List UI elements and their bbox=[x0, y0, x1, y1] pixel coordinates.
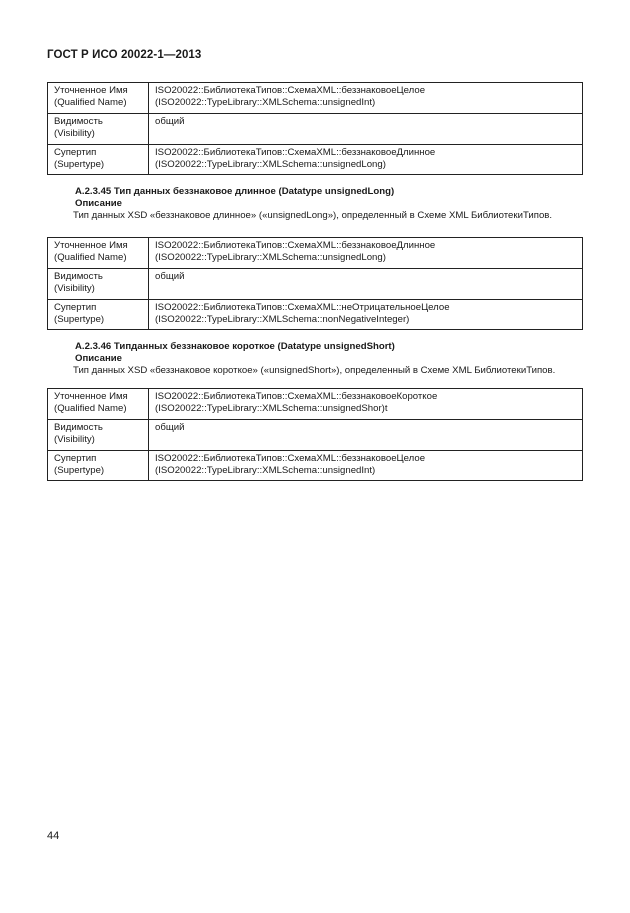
section-unsignedlong bbox=[75, 186, 552, 223]
key-label-en: (Supertype) bbox=[54, 159, 105, 171]
section-heading: A.2.3.45 Тип данных беззнаковое длинное (Datatype unsignedLong) bbox=[75, 186, 395, 197]
value-line-en: (ISO20022::TypeLibrary::XMLSchema::nonNegativeInteger) bbox=[155, 314, 410, 326]
table-key-cell bbox=[48, 113, 149, 144]
table-value-cell bbox=[149, 299, 583, 330]
key-label-en: (Qualified Name) bbox=[54, 97, 127, 109]
attributes-table-unsignedshort bbox=[47, 388, 583, 481]
table-key-cell bbox=[48, 83, 149, 114]
key-label-ru: Видимость bbox=[54, 421, 103, 433]
section-heading: A.2.3.46 Типданных беззнаковое короткое (Datatype unsignedShort) bbox=[75, 341, 395, 352]
attributes-table-unsignedint bbox=[47, 82, 583, 175]
table-value-cell bbox=[149, 450, 583, 481]
value-line-ru: ISO20022::БиблиотекаТипов::СхемаXML::беззнаковоеЦелое bbox=[155, 452, 426, 464]
table-value-cell bbox=[149, 238, 583, 269]
table-row bbox=[48, 113, 583, 144]
key-label-ru: Супертип bbox=[54, 452, 97, 464]
section-subheading: Описание bbox=[75, 198, 122, 210]
table-value-cell bbox=[149, 144, 583, 175]
table-key-cell bbox=[48, 299, 149, 330]
table-key-cell bbox=[48, 268, 149, 299]
value-line-ru: общий bbox=[155, 421, 185, 433]
table-row bbox=[48, 389, 583, 420]
key-label-ru: Видимость bbox=[54, 270, 103, 282]
value-line-en: (ISO20022::TypeLibrary::XMLSchema::unsignedLong) bbox=[155, 252, 386, 264]
section-description: Тип данных XSD «беззнаковое длинное» («unsignedLong»), определенный в Схеме XML БиблиотекиТипов. bbox=[73, 210, 553, 222]
table-row bbox=[48, 268, 583, 299]
value-line-ru: ISO20022::БиблиотекаТипов::СхемаXML::неОтрицательноеЦелое bbox=[155, 301, 450, 313]
table-value-cell bbox=[149, 83, 583, 114]
table-key-cell bbox=[48, 238, 149, 269]
table-row bbox=[48, 419, 583, 450]
key-label-ru: Супертип bbox=[54, 146, 97, 158]
key-label-ru: Уточненное Имя bbox=[54, 391, 128, 402]
table-value-cell bbox=[149, 113, 583, 144]
table-value-cell bbox=[149, 268, 583, 299]
table-row bbox=[48, 238, 583, 269]
key-label-en: (Supertype) bbox=[54, 314, 105, 326]
section-description: Тип данных XSD «беззнаковое короткое» («unsignedShort»), определенный в Схеме XML БиблиотекиТипов. bbox=[73, 365, 556, 377]
key-label-en: (Qualified Name) bbox=[54, 403, 127, 415]
table-row bbox=[48, 299, 583, 330]
key-label-ru: Супертип bbox=[54, 301, 97, 313]
table-row bbox=[48, 83, 583, 114]
value-line-ru: общий bbox=[155, 270, 185, 282]
attributes-table-unsignedlong bbox=[47, 237, 583, 330]
table-key-cell bbox=[48, 144, 149, 175]
table-row bbox=[48, 144, 583, 175]
table-key-cell bbox=[48, 389, 149, 420]
table-key-cell bbox=[48, 450, 149, 481]
key-label-en: (Qualified Name) bbox=[54, 252, 127, 264]
value-line-en: (ISO20022::TypeLibrary::XMLSchema::unsignedShor)t bbox=[155, 403, 388, 415]
key-label-en: (Visibility) bbox=[54, 128, 95, 140]
table-key-cell bbox=[48, 419, 149, 450]
value-line-en: (ISO20022::TypeLibrary::XMLSchema::unsignedInt) bbox=[155, 465, 376, 477]
value-line-en: (ISO20022::TypeLibrary::XMLSchema::unsignedInt) bbox=[155, 97, 376, 109]
page-number: 44 bbox=[47, 830, 60, 842]
value-line-ru: ISO20022::БиблиотекаТипов::СхемаXML::беззнаковоеДлинное bbox=[155, 240, 436, 251]
document-header: ГОСТ Р ИСО 20022-1—2013 bbox=[47, 49, 202, 61]
value-line-ru: ISO20022::БиблиотекаТипов::СхемаXML::беззнаковоеДлинное bbox=[155, 146, 436, 158]
value-line-ru: ISO20022::БиблиотекаТипов::СхемаXML::беззнаковоеКороткое bbox=[155, 391, 438, 402]
key-label-en: (Visibility) bbox=[54, 283, 95, 295]
section-subheading: Описание bbox=[75, 353, 122, 365]
key-label-en: (Visibility) bbox=[54, 434, 95, 446]
value-line-ru: общий bbox=[155, 115, 185, 127]
table-value-cell bbox=[149, 419, 583, 450]
table-row bbox=[48, 450, 583, 481]
key-label-en: (Supertype) bbox=[54, 465, 105, 477]
key-label-ru: Видимость bbox=[54, 115, 103, 127]
value-line-en: (ISO20022::TypeLibrary::XMLSchema::unsignedLong) bbox=[155, 159, 386, 171]
key-label-ru: Уточненное Имя bbox=[54, 85, 128, 96]
value-line-ru: ISO20022::БиблиотекаТипов::СхемаXML::беззнаковоеЦелое bbox=[155, 85, 426, 96]
key-label-ru: Уточненное Имя bbox=[54, 240, 128, 251]
table-value-cell bbox=[149, 389, 583, 420]
section-unsignedshort bbox=[75, 341, 555, 378]
